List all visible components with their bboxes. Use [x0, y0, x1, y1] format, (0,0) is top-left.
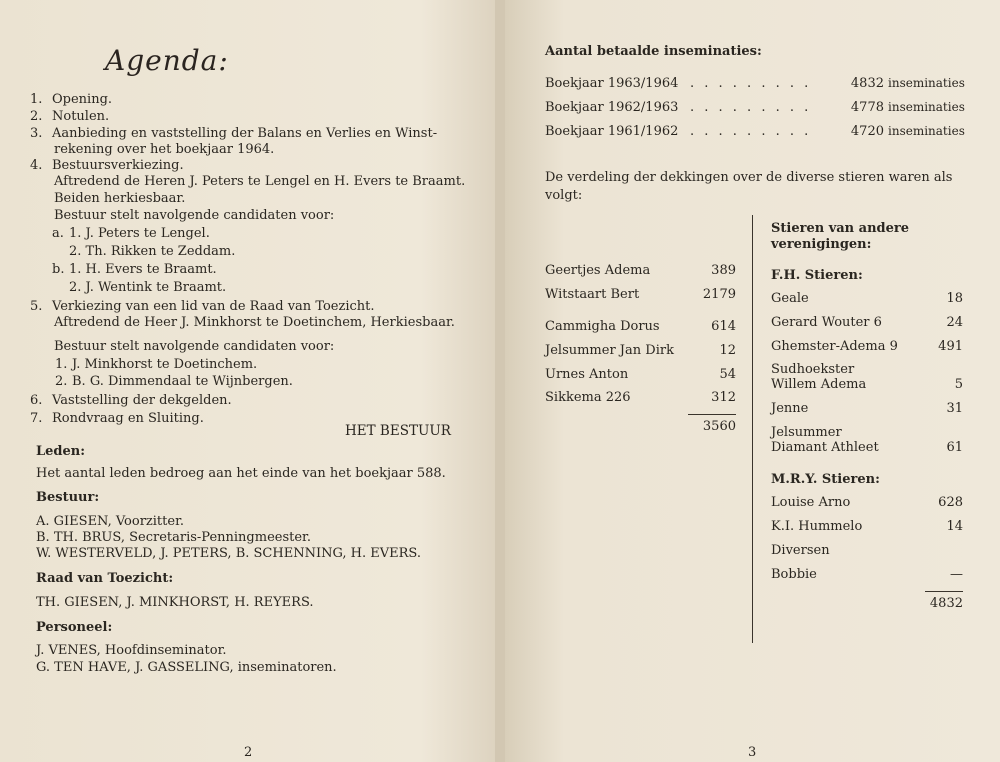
fh-bull-count: 18	[946, 291, 963, 306]
fh-bull-name: Jenne	[771, 401, 809, 416]
agenda-item-text: Beiden herkiesbaar.	[54, 191, 186, 206]
column-divider	[752, 215, 753, 643]
agenda-item-number: 1.	[55, 357, 68, 372]
other-heading-1: Stieren van andere	[771, 221, 910, 236]
raad-heading: Raad van Toezicht:	[36, 571, 174, 586]
distribution-intro-2: volgt:	[545, 188, 583, 203]
own-bull-count: 2179	[702, 287, 736, 302]
fh-bull-name: Gerard Wouter 6	[771, 315, 882, 330]
mry-heading: M.R.Y. Stieren:	[771, 472, 880, 487]
agenda-item-number: 5.	[30, 299, 43, 314]
distribution-intro: De verdeling der dekkingen over de diverse stieren waren als	[545, 170, 953, 185]
own-total: 3560	[702, 419, 736, 434]
year-label: Boekjaar 1963/1964	[545, 76, 679, 91]
grand-total-rule	[925, 591, 963, 592]
fh-bull-name: Jelsummer	[771, 425, 842, 440]
mry-bull-count: —	[950, 567, 963, 582]
bestuur-line: A. GIESEN, Voorzitter.	[36, 514, 184, 529]
year-unit: inseminaties	[888, 100, 965, 114]
own-bull-count: 614	[711, 319, 736, 334]
fh-bull-name: Sudhoekster	[771, 362, 855, 377]
inseminations-heading: Aantal betaalde inseminaties:	[545, 44, 762, 59]
own-bull-count: 54	[719, 367, 736, 382]
agenda-item-text: 1. H. Evers te Braamt.	[69, 262, 217, 277]
personeel-line: J. VENES, Hoofdinseminator.	[36, 643, 227, 658]
own-bull-name: Cammigha Dorus	[545, 319, 660, 334]
own-bull-name: Geertjes Adema	[545, 263, 651, 278]
agenda-item-number: a.	[52, 226, 64, 241]
agenda-item-text: Verkiezing van een lid van de Raad van Toezicht.	[52, 299, 375, 314]
signature: HET BESTUUR	[345, 423, 451, 439]
agenda-item-text: Rondvraag en Sluiting.	[52, 411, 204, 426]
leden-text: Het aantal leden bedroeg aan het einde van het boekjaar 588.	[36, 466, 446, 481]
own-bull-count: 312	[711, 390, 736, 405]
own-bull-name: Sikkema 226	[545, 390, 631, 405]
agenda-item-text: 2. J. Wentink te Braamt.	[69, 280, 227, 295]
agenda-item-number: 6.	[30, 393, 43, 408]
raad-text: TH. GIESEN, J. MINKHORST, H. REYERS.	[36, 595, 314, 610]
leden-heading: Leden:	[36, 444, 86, 459]
leader-dots: . . . . . . . . .	[690, 76, 812, 91]
year-count: 4720	[850, 124, 884, 139]
fh-heading: F.H. Stieren:	[771, 268, 863, 283]
bestuur-heading: Bestuur:	[36, 490, 100, 505]
fh-bull-name-line2: Willem Adema	[771, 377, 867, 392]
grand-total: 4832	[929, 596, 963, 611]
mry-bull-name: K.I. Hummelo	[771, 519, 863, 534]
fh-bull-count: 491	[938, 339, 963, 354]
agenda-item-number: 3.	[30, 126, 43, 141]
agenda-item-text: Aftredend de Heer J. Minkhorst te Doetinchem, Herkiesbaar.	[54, 315, 455, 330]
mry-bull-name: Louise Arno	[771, 495, 851, 510]
agenda-item-text: Bestuursverkiezing.	[52, 158, 184, 173]
agenda-item-text: Bestuur stelt navolgende candidaten voor:	[54, 339, 335, 354]
mry-bull-name: Bobbie	[771, 567, 817, 582]
year-label: Boekjaar 1962/1963	[545, 100, 679, 115]
agenda-item-text: Aanbieding en vaststelling der Balans en Verlies en Winst-	[52, 126, 438, 141]
fh-bull-name: Geale	[771, 291, 809, 306]
leader-dots: . . . . . . . . .	[690, 124, 812, 139]
agenda-item-text: J. Minkhorst te Doetinchem.	[72, 357, 258, 372]
own-bull-name: Witstaart Bert	[545, 287, 640, 302]
own-total-rule	[688, 414, 736, 415]
agenda-item-number: b.	[52, 262, 65, 277]
agenda-item-text: 2. Th. Rikken te Zeddam.	[69, 244, 236, 259]
personeel-line: G. TEN HAVE, J. GASSELING, inseminatoren.	[36, 660, 337, 675]
own-bull-count: 389	[711, 263, 736, 278]
agenda-item-number: 4.	[30, 158, 43, 173]
other-heading-2: verenigingen:	[771, 237, 872, 252]
own-bull-name: Urnes Anton	[545, 367, 629, 382]
mry-bull-count: 628	[938, 495, 963, 510]
fh-bull-count: 31	[946, 401, 963, 416]
year-unit: inseminaties	[888, 124, 965, 138]
fh-bull-count: 24	[946, 315, 963, 330]
agenda-item-text: 1. J. Peters te Lengel.	[69, 226, 210, 241]
book-spine	[495, 0, 505, 762]
page-number-left: 2	[244, 745, 253, 760]
bestuur-line: B. TH. BRUS, Secretaris-Penningmeester.	[36, 530, 311, 545]
agenda-item-text: Aftredend de Heren J. Peters te Lengel en H. Evers te Braamt.	[54, 174, 466, 189]
own-bull-count: 12	[719, 343, 736, 358]
fh-bull-name-line2: Diamant Athleet	[771, 440, 879, 455]
year-label: Boekjaar 1961/1962	[545, 124, 679, 139]
agenda-item-number: 1.	[30, 92, 43, 107]
agenda-item-number: 2.	[30, 109, 43, 124]
agenda-item-text: Vaststelling der dekgelden.	[52, 393, 232, 408]
agenda-item-text: Bestuur stelt navolgende candidaten voor:	[54, 208, 335, 223]
agenda-item-text: Notulen.	[52, 109, 110, 124]
agenda-item-text: Opening.	[52, 92, 113, 107]
page-number-right: 3	[748, 745, 757, 760]
agenda-item-text: B. G. Dimmendaal te Wijnbergen.	[72, 374, 293, 389]
leader-dots: . . . . . . . . .	[690, 100, 812, 115]
agenda-item-number: 2.	[55, 374, 68, 389]
agenda-item-text: rekening over het boekjaar 1964.	[54, 142, 275, 157]
own-bull-name: Jelsummer Jan Dirk	[545, 343, 674, 358]
mry-bull-count: 14	[946, 519, 963, 534]
year-unit: inseminaties	[888, 76, 965, 90]
year-count: 4778	[850, 100, 884, 115]
personeel-heading: Personeel:	[36, 620, 113, 635]
fh-bull-count: 61	[946, 440, 963, 455]
fh-bull-count: 5	[954, 377, 963, 392]
fh-bull-name: Ghemster-Adema 9	[771, 339, 898, 354]
agenda-title: Agenda:	[105, 44, 229, 77]
year-count: 4832	[850, 76, 884, 91]
bestuur-line: W. WESTERVELD, J. PETERS, B. SCHENNING, H. EVERS.	[36, 546, 421, 561]
mry-bull-name: Diversen	[771, 543, 830, 558]
agenda-item-number: 7.	[30, 411, 43, 426]
